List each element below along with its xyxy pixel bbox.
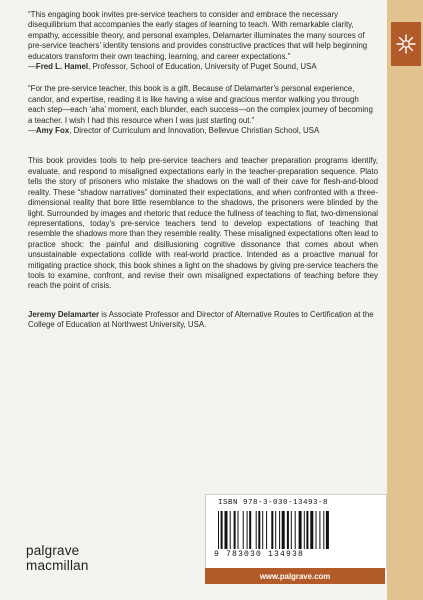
barcode-digits: 9 783030 134938 bbox=[214, 550, 305, 559]
attribution-dash: — bbox=[28, 62, 36, 72]
endorsement-quote-2 bbox=[28, 84, 378, 136]
quote-text: “For the pre-service teacher, this book is a gift. Because of Delamarter’s personal experience, candor, and expertise, reading it is like having a wise and gracious mentor walking you through each step—each ‘aha’ moment, each blunder, each success—on the complex journey of becoming a teacher. I wish I had this resource when I was just starting out.” bbox=[28, 84, 373, 125]
author-bio bbox=[28, 310, 378, 331]
barcode-icon bbox=[218, 511, 374, 549]
endorser-title: , Professor, School of Education, University of Puget Sound, USA bbox=[88, 62, 317, 72]
palgrave-star-icon bbox=[395, 33, 417, 55]
endorsement-quote-1 bbox=[28, 10, 378, 72]
publisher-logo-line2: macmillan bbox=[26, 558, 89, 573]
series-logo-tile bbox=[391, 22, 421, 66]
publisher-url: www.palgrave.com bbox=[205, 568, 385, 584]
author-bio-text: is Associate Professor and Director of Alternative Routes to Certification at the College of Education at Northwest University, USA. bbox=[28, 309, 374, 330]
quote-attribution bbox=[28, 62, 378, 72]
back-cover-text bbox=[28, 10, 378, 338]
isbn-label: ISBN 978-3-030-13493-8 bbox=[218, 499, 329, 507]
publisher-logo-line1: palgrave bbox=[26, 543, 80, 558]
barcode-box bbox=[205, 494, 387, 570]
attribution-dash: — bbox=[28, 126, 36, 136]
author-name: Jeremy Delamarter bbox=[28, 309, 100, 319]
endorser-title: , Director of Curriculum and Innovation, Bellevue Christian School, USA bbox=[69, 126, 320, 136]
cover-edge-strip bbox=[387, 0, 423, 600]
endorser-name: Amy Fox bbox=[35, 126, 70, 136]
quote-text: “This engaging book invites pre-service teachers to consider and embrace the necessary disequilibrium that accompanies the early stages of learning to teach. With remarkable clarity, empathy, accessible theory, and personal examples, Delamarter illuminates the many sources of pre-service teachers’ identity tensions and provides constructive practices that will help beginning educators transform their own teaching, learning, and career expectations.” bbox=[28, 10, 368, 61]
endorser-name: Fred L. Hamel bbox=[35, 62, 89, 72]
quote-attribution bbox=[28, 126, 378, 136]
book-description: This book provides tools to help pre-service teachers and teacher preparation programs identify, evaluate, and respond to misaligned expectations early in the teacher-preparation sequence. Plato tells the story of prisoners who mistake the shadows on the wall of their cave for flesh-and-blood reality. These “shadow narratives” dominated their expectations, and when confronted with a three-dimensional reality that bore little resemblance to the shadows, the prisoners were blinded by the light. Surrounded by images and rhetoric that reduce the fullness of teaching to flat, two-dimensional representations, today’s pre-service teachers tend to develop expectations of teaching that resemble the shadows more than they resemble reality. These misaligned expectations often lead to practice shock: the painful and disillusioning cognitive dissonance that comes about when unsustainable expectations collide with real-world practice. Intended as a proactive manual for mitigating practice shock, this book shines a light on the shadows by giving pre-service teachers the tools to examine, confront, and revise their own misaligned expectations of teaching before they reach the point of crisis. bbox=[28, 156, 378, 291]
publisher-logo bbox=[26, 544, 89, 573]
